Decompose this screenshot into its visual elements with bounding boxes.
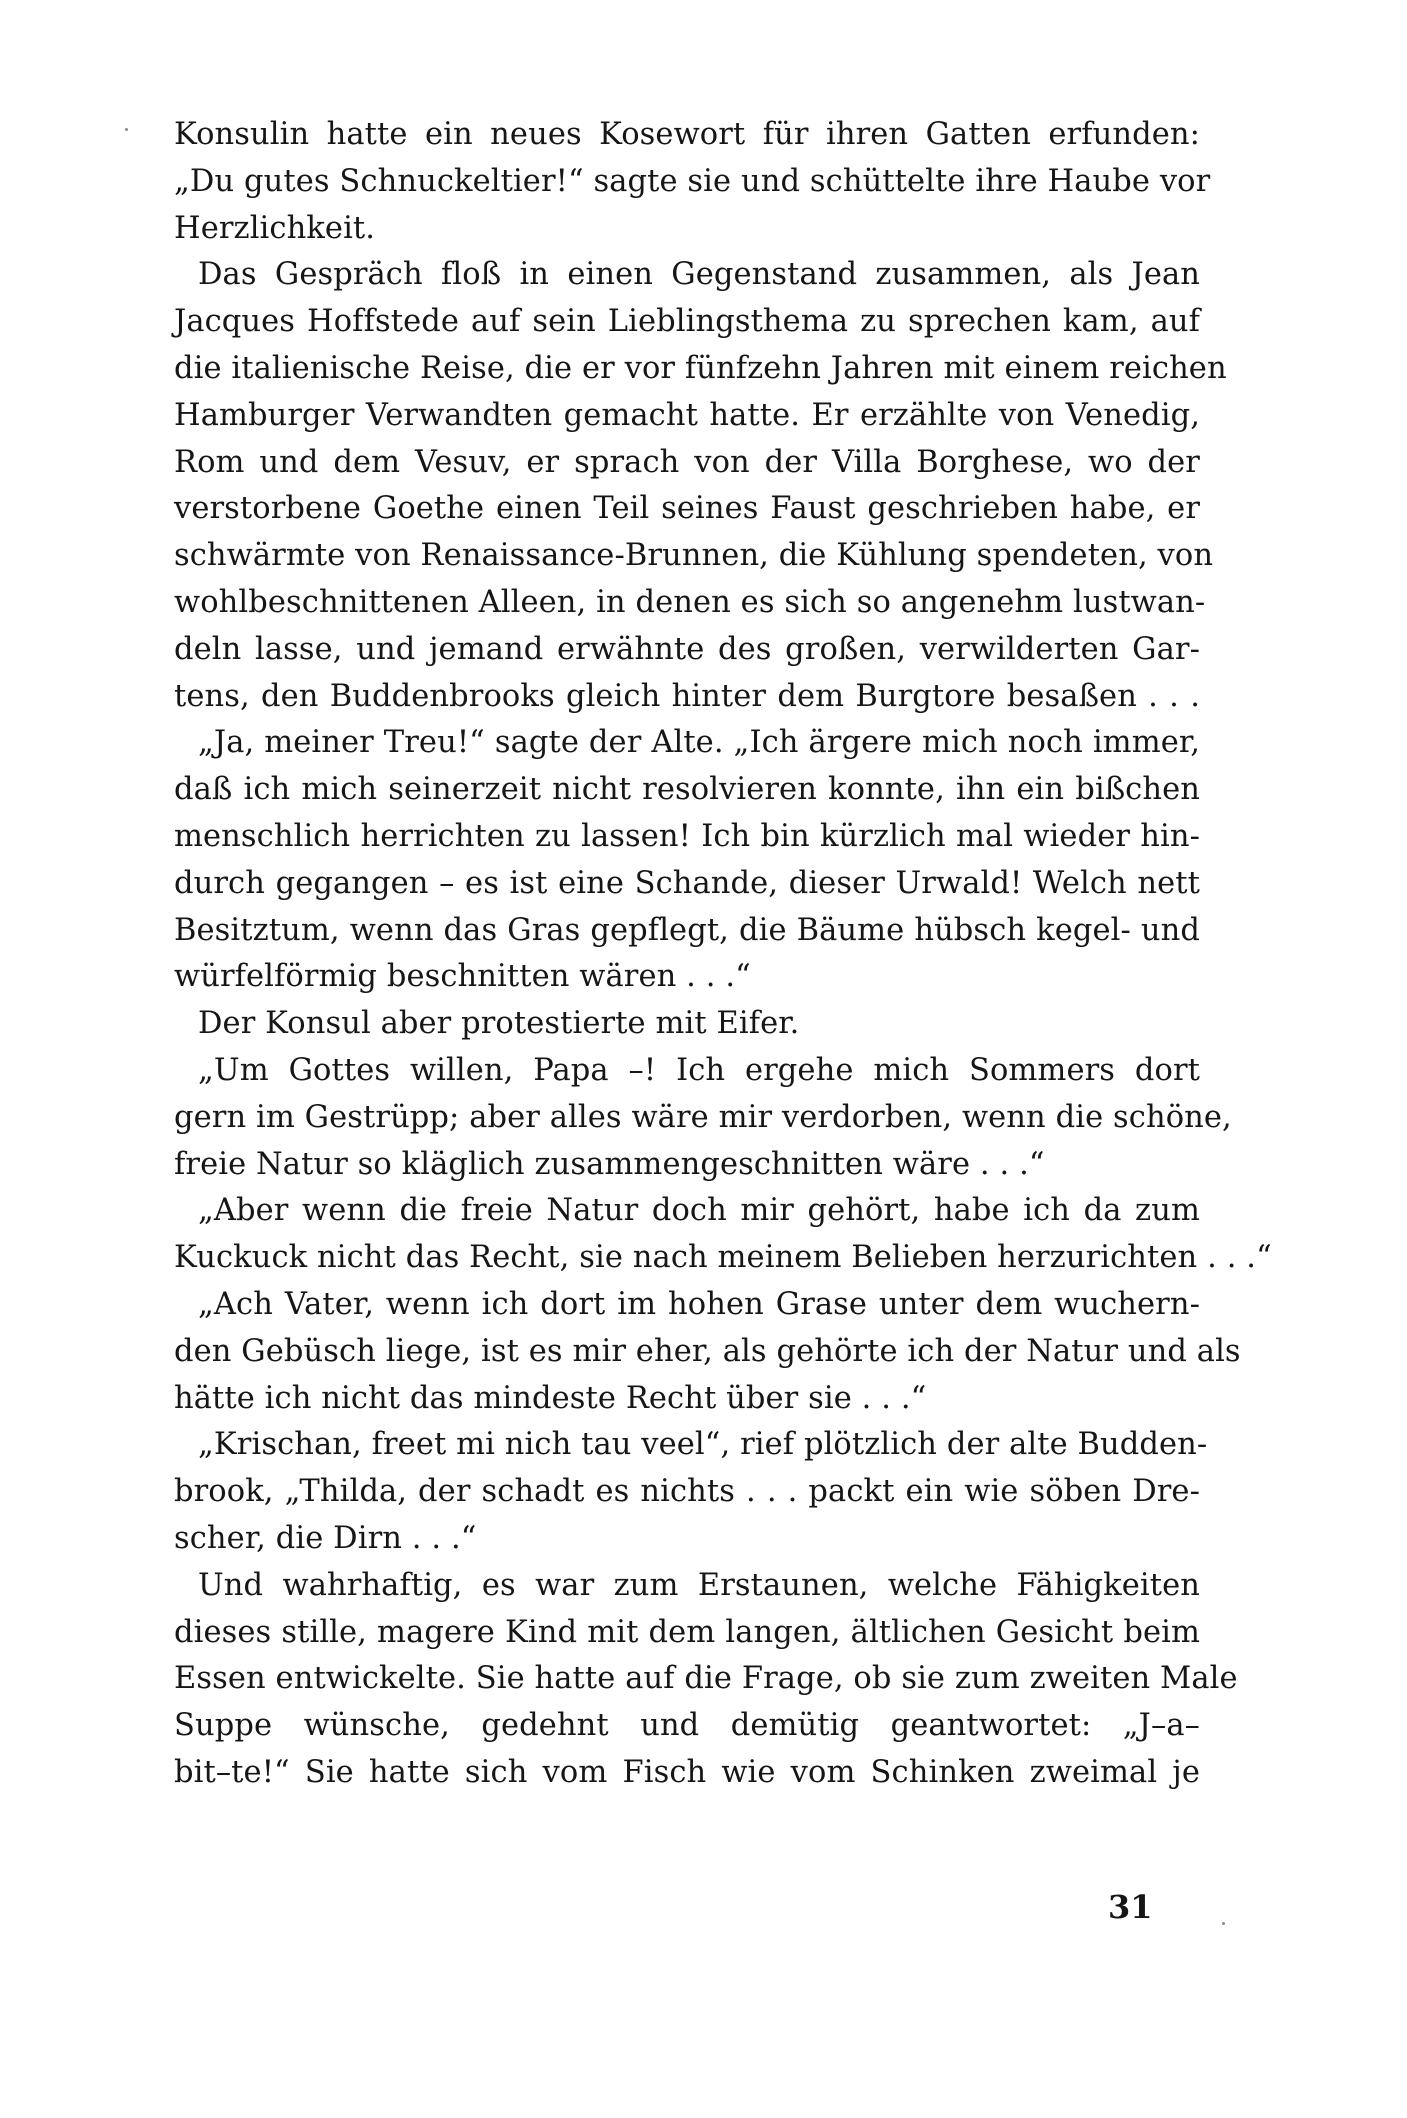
paragraph-1 (174, 112, 1211, 252)
text-line: durch gegangen – es ist eine Schande, dieser Urwald! Welch nett (174, 865, 1200, 901)
text-line: hätte ich nicht das mindeste Recht über sie . . .“ (174, 1380, 927, 1416)
paragraph-3 (174, 720, 1200, 1001)
text-line: Hamburger Verwandten gemacht hatte. Er erzählte von Venedig, (174, 397, 1200, 433)
dust-speck (125, 128, 128, 131)
text-line: bit–te!“ Sie hatte sich vom Fisch wie vom Schinken zweimal je (174, 1754, 1200, 1790)
text-line: menschlich herrichten zu lassen! Ich bin kürzlich mal wieder hin- (174, 818, 1200, 854)
text-line: daß ich mich seinerzeit nicht resolvieren konnte, ihn ein bißchen (174, 772, 1200, 808)
text-line: Kuckuck nicht das Recht, sie nach meinem Belieben herzurichten . . .“ (174, 1240, 1272, 1276)
text-line: die italienische Reise, die er vor fünfzehn Jahren mit einem reichen (174, 350, 1227, 386)
text-line: scher, die Dirn . . .“ (174, 1520, 477, 1556)
text-line: Konsulin hatte ein neues Kosewort für ihren Gatten erfunden: (174, 117, 1200, 152)
text-line: „Du gutes Schnuckeltier!“ sagte sie und schüttelte ihre Haube vor (174, 163, 1211, 199)
text-line: „Ach Vater, wenn ich dort im hohen Grase unter dem wuchern- (198, 1286, 1200, 1322)
paragraph-6 (174, 1188, 1272, 1282)
text-line: Jacques Hoffstede auf sein Lieblingsthema zu sprechen kam, auf (174, 304, 1200, 340)
page-number: 31 (1108, 1888, 1153, 1926)
paragraph-2 (174, 252, 1227, 720)
body-text (174, 112, 1272, 1797)
paragraph-8 (174, 1422, 1208, 1562)
text-line: Rom und dem Vesuv, er sprach von der Villa Borghese, wo der (174, 444, 1200, 480)
text-line: Suppe wünsche, gedehnt und demütig geantwortet: „J–a– (174, 1708, 1200, 1744)
text-line: den Gebüsch liege, ist es mir eher, als gehörte ich der Natur und als (174, 1333, 1241, 1369)
text-line: verstorbene Goethe einen Teil seines Faust geschrieben habe, er (174, 491, 1200, 527)
text-line: gern im Gestrüpp; aber alles wäre mir verdorben, wenn die schöne, (174, 1099, 1232, 1135)
paragraph-7 (174, 1282, 1241, 1422)
text-line: „Ja, meiner Treu!“ sagte der Alte. „Ich ärgere mich noch immer, (198, 725, 1200, 761)
paragraph-4 (174, 1001, 1200, 1048)
text-line: freie Natur so kläglich zusammengeschnitten wäre . . .“ (174, 1146, 1045, 1182)
text-line: würfelförmig beschnitten wären . . .“ (174, 959, 751, 995)
text-line: „Aber wenn die freie Natur doch mir gehört, habe ich da zum (198, 1193, 1200, 1229)
paragraph-9 (174, 1563, 1238, 1797)
text-line: Der Konsul aber protestierte mit Eifer. (198, 1006, 800, 1042)
text-line: Das Gespräch floß in einen Gegenstand zusammen, als Jean (198, 257, 1200, 293)
dust-speck (1222, 1922, 1225, 1925)
text-line: Essen entwickelte. Sie hatte auf die Frage, ob sie zum zweiten Male (174, 1661, 1238, 1697)
text-line: brook, „Thilda, der schadt es nichts . . . packt ein wie söben Dre- (174, 1474, 1200, 1510)
text-line: dieses stille, magere Kind mit dem langen, ältlichen Gesicht beim (174, 1614, 1200, 1650)
text-line: „Um Gottes willen, Papa –! Ich ergehe mich Sommers dort (198, 1052, 1200, 1088)
text-line: tens, den Buddenbrooks gleich hinter dem Burgtore besaßen . . . (174, 678, 1200, 714)
text-line: Und wahrhaftig, es war zum Erstaunen, welche Fähigkeiten (198, 1567, 1200, 1603)
text-line: Besitztum, wenn das Gras gepflegt, die Bäume hübsch kegel- und (174, 912, 1200, 948)
text-line: schwärmte von Renaissance-Brunnen, die Kühlung spendeten, von (174, 538, 1214, 574)
paragraph-5 (174, 1048, 1232, 1188)
text-line: „Krischan, freet mi nich tau veel“, rief plötzlich der alte Budden- (198, 1427, 1208, 1463)
text-line: Herzlichkeit. (174, 210, 376, 246)
text-line: wohlbeschnittenen Alleen, in denen es sich so angenehm lustwan- (174, 584, 1206, 620)
text-line: deln lasse, und jemand erwähnte des großen, verwilderten Gar- (174, 631, 1200, 667)
